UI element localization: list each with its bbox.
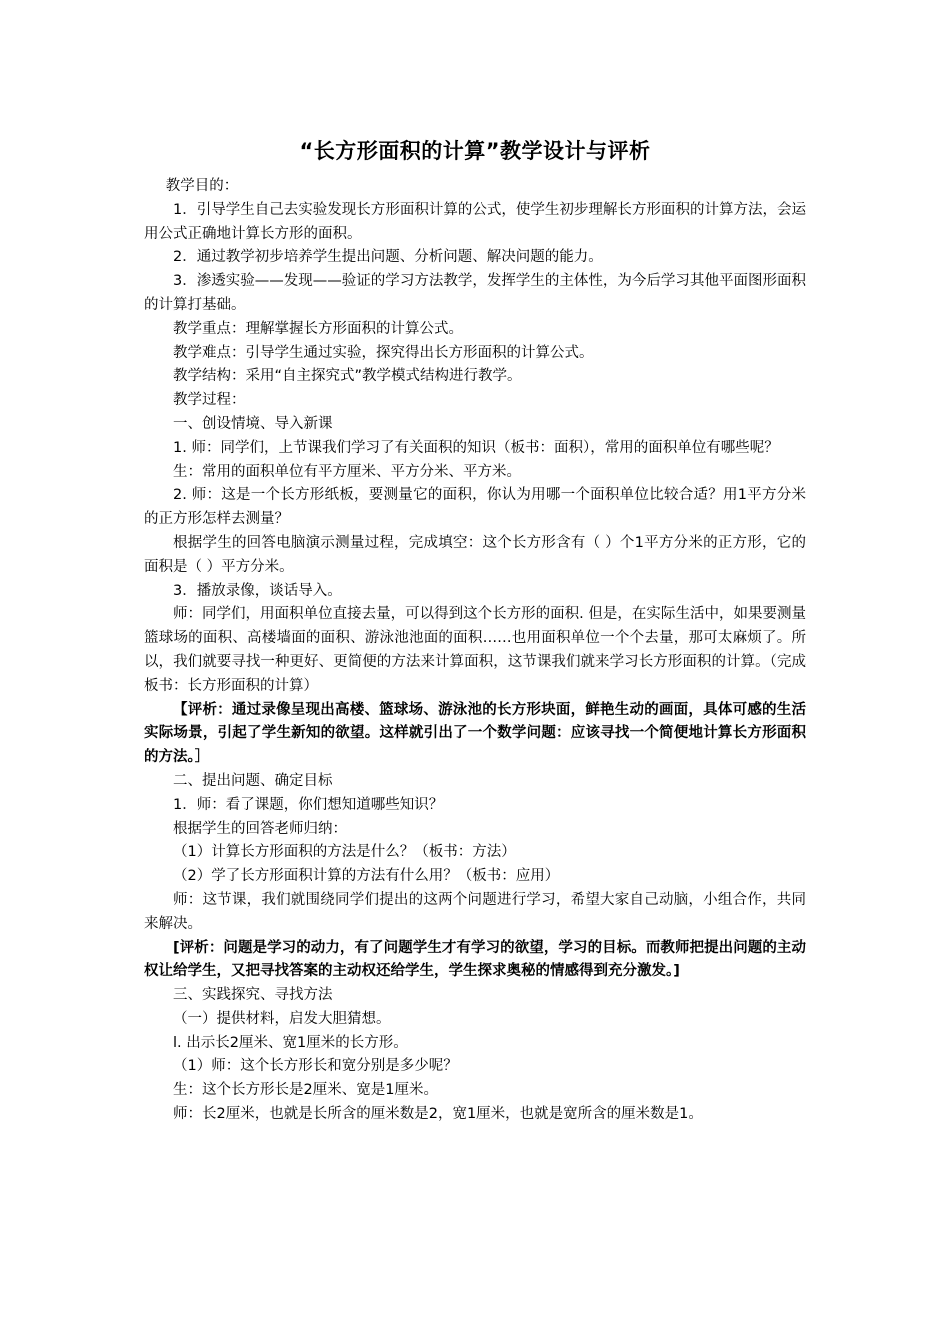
body-paragraph: 1．师：看了课题，你们想知道哪些知识？ [173, 796, 444, 813]
body-paragraph: （1）计算长方形面积的方法是什么？（板书：方法） [173, 844, 516, 861]
body-paragraph: 教学过程： [173, 392, 246, 409]
body-paragraph: 根据学生的回答老师归纳： [173, 820, 347, 837]
body-paragraph: 教学重点：理解掌握长方形面积的计算公式。 [173, 320, 463, 337]
body-paragraph: 教学目的： [165, 178, 239, 194]
body-paragraph: 2．通过教学初步培养学生提出问题、分析问题、解决问题的能力。 [173, 249, 603, 266]
body-paragraph: 生：这个长方形长是2厘米、宽是1厘米。 [173, 1082, 438, 1099]
body-paragraph: 教学难点：引导学生通过实验，探究得出长方形面积的计算公式。 [173, 344, 594, 361]
document-body [144, 175, 806, 1127]
body-paragraph: 教学结构：采用“自主探究式”教学模式结构进行教学。 [173, 368, 522, 385]
body-paragraph: 师：长2厘米，也就是长所含的厘米数是2，宽1厘米，也就是宽所含的厘米数是1。 [173, 1106, 703, 1123]
body-paragraph: 2. 师：这是一个长方形纸板，要测量它的面积，你认为用哪一个面积单位比较合适？用1平方分米的正方形怎样去测量？ [144, 487, 806, 528]
body-paragraph: 3．渗透实验——发现——验证的学习方法教学，发挥学生的主体性，为今后学习其他平面图形面积的计算打基础。 [144, 273, 806, 313]
commentary-paragraph: 【评析：通过录像呈现出高楼、篮球场、游泳池的长方形块面，鲜艳生动的画面，具体可感的生活实际场景，引起了学生新知的欲望。这样就引出了一个数学问题：应该寻找一个简便地计算长方形面积的方法。］ [144, 701, 806, 766]
body-paragraph: 师：同学们，用面积单位直接去量，可以得到这个长方形的面积. 但是，在实际生活中，如果要测量篮球场的面积、高楼墙面的面积、游泳池池面的面积……也用面积单位一个个去量，那可太麻烦了。所以，我们就要寻找一种更好、更简便的方法来计算面积，这节课我们就来学习长方形面积的计算。（完成板书：长方形面积的计算） [144, 606, 806, 694]
body-paragraph: 1. 师：同学们，上节课我们学习了有关面积的知识（板书：面积），常用的面积单位有哪些呢？ [173, 439, 779, 456]
body-paragraph: （1）师：这个长方形长和宽分别是多少呢？ [173, 1058, 458, 1075]
body-paragraph: 生：常用的面积单位有平方厘米、平方分米、平方米。 [173, 463, 521, 480]
body-paragraph: 二、提出问题、确定目标 [173, 772, 333, 789]
body-paragraph: 三、实践探究、寻找方法 [173, 987, 333, 1004]
body-paragraph: l. 出示长2厘米、宽1厘米的长方形。 [173, 1034, 408, 1051]
body-paragraph: 1．引导学生自己去实验发现长方形面积计算的公式，使学生初步理解长方形面积的计算方法，会运用公式正确地计算长方形的面积。 [144, 201, 806, 242]
body-paragraph: 一、创设情境、导入新课 [173, 415, 333, 432]
body-paragraph: 3．播放录像，谈话导入。 [173, 582, 342, 599]
body-paragraph: （一）提供材料，启发大胆猜想。 [173, 1010, 391, 1027]
commentary-paragraph: [评析：问题是学习的动力，有了问题学生才有学习的欲望，学习的目标。而教师把提出问题的主动权让给学生，又把寻找答案的主动权还给学生，学生探求奥秘的情感得到充分激发。] [144, 939, 806, 980]
body-paragraph: （2）学了长方形面积计算的方法有什么用？（板书：应用） [173, 868, 560, 885]
document-title: “长方形面积的计算”教学设计与评析 [299, 139, 651, 163]
body-paragraph: 根据学生的回答电脑演示测量过程，完成填空：这个长方形含有（ ）个1平方分米的正方形，它的面积是（ ）平方分米。 [144, 534, 806, 575]
body-paragraph: 师：这节课，我们就围绕同学们提出的这两个问题进行学习，希望大家自己动脑，小组合作，共同来解决。 [144, 891, 806, 932]
